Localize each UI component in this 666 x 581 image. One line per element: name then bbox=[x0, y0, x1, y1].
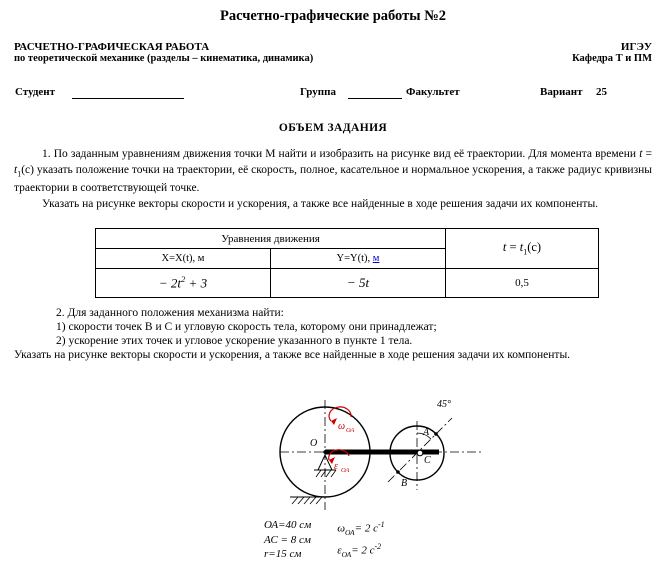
param-ac: АС = 8 см bbox=[264, 533, 311, 546]
task2-note: Указать на рисунке векторы скорости и ускорения, а также все найденные в ходе решения задачи их компоненты. bbox=[14, 349, 571, 362]
point-O-label: O bbox=[310, 438, 318, 449]
task1-note: Указать на рисунке векторы скорости и ускорения, а также все найденные в ходе решения задачи их компоненты. bbox=[42, 198, 599, 211]
t-header-cell: $t = t_1(с)$ bbox=[446, 229, 599, 269]
time-expression: $t = t_1(с)$ bbox=[14, 148, 652, 179]
omega-oa-subscript: ОА bbox=[346, 427, 355, 434]
university-name: ИГЭУ bbox=[620, 41, 652, 53]
task1-block bbox=[14, 146, 652, 213]
point-O-marker bbox=[323, 450, 327, 454]
param-omega: $\omega_{ОА}= 2$ $с^{-1}$ bbox=[337, 520, 385, 537]
ground-hatching bbox=[290, 497, 325, 504]
given-parameters bbox=[264, 518, 385, 563]
student-info-row bbox=[14, 86, 652, 102]
section-heading: ОБЪЕМ ЗАДАНИЯ bbox=[278, 122, 388, 134]
document-header bbox=[14, 41, 652, 64]
table-title-cell: Уравнения движения bbox=[96, 229, 446, 249]
faculty-label: Факультет bbox=[406, 86, 460, 98]
variant-value: 25 bbox=[596, 86, 607, 98]
point-B-label: B bbox=[401, 478, 408, 489]
x-equation-cell: − $2t^2 + 3$ bbox=[96, 269, 271, 298]
epsilon-oa-label: ε bbox=[334, 461, 338, 472]
task1-paragraph bbox=[14, 146, 652, 196]
subject-line: по теоретической механике (разделы – кинематика, динамика) bbox=[14, 53, 314, 64]
task2-block bbox=[14, 306, 654, 363]
y-equation-cell: − 5t bbox=[271, 269, 446, 298]
variant-label: Вариант bbox=[540, 86, 583, 98]
angle-label: 45° bbox=[437, 399, 451, 410]
mechanism-figure bbox=[276, 394, 488, 521]
params-kinematics bbox=[337, 518, 384, 563]
point-C-marker bbox=[417, 450, 423, 456]
group-blank bbox=[348, 86, 402, 99]
department-name: Кафедра Т и ПМ bbox=[572, 53, 652, 64]
point-A-marker bbox=[434, 432, 438, 436]
task1-text-before: 1. По заданным уравнениям движения точки М найти и изобразить на рисунке вид её траектории. Для момента времени bbox=[42, 148, 640, 160]
group-label: Группа bbox=[300, 86, 336, 98]
student-label: Студент bbox=[15, 86, 56, 98]
params-lengths bbox=[264, 518, 311, 563]
param-r: r=15 см bbox=[264, 548, 302, 560]
task2-intro: 2. Для заданного положения механизма найти: bbox=[56, 307, 284, 319]
point-C-label: C bbox=[424, 455, 431, 466]
equations-table bbox=[95, 228, 599, 298]
rotation-arrow-omega bbox=[329, 407, 354, 434]
work-title: РАСЧЕТНО-ГРАФИЧЕСКАЯ РАБОТА bbox=[14, 41, 210, 53]
task1-text-after: указать положение точки на траектории, её скорость, полное, касательное и нормальное ускорения, а также радиус кривизны траектории в соответствующей точке. bbox=[14, 164, 652, 194]
column-header-y-unit: м bbox=[372, 253, 380, 264]
page-title: Расчетно-графические работы №2 bbox=[219, 8, 447, 24]
task2-item-2: 2) ускорение этих точек и угловое ускорение указанного в пункте 1 тела. bbox=[56, 335, 413, 348]
omega-oa-label: ω bbox=[338, 421, 346, 432]
param-oa: ОА=40 см bbox=[264, 519, 312, 531]
mechanism-diagram bbox=[276, 394, 488, 518]
point-B-marker bbox=[396, 470, 400, 474]
t-value-cell: 0,5 bbox=[446, 269, 599, 298]
epsilon-oa-subscript: ОА bbox=[341, 467, 350, 474]
student-name-blank bbox=[72, 86, 184, 99]
column-header-x: X=X(t), м bbox=[96, 249, 271, 269]
task2-item-1: 1) скорости точек В и С и угловую скорость тела, которому они принадлежат; bbox=[56, 321, 437, 334]
center-lines bbox=[280, 400, 484, 510]
param-epsilon: $\varepsilon_{ОА}= 2$ $с^{-2}$ bbox=[337, 542, 382, 560]
column-header-y: Y=Y(t), м bbox=[271, 249, 446, 269]
point-A-label: A bbox=[423, 427, 430, 438]
